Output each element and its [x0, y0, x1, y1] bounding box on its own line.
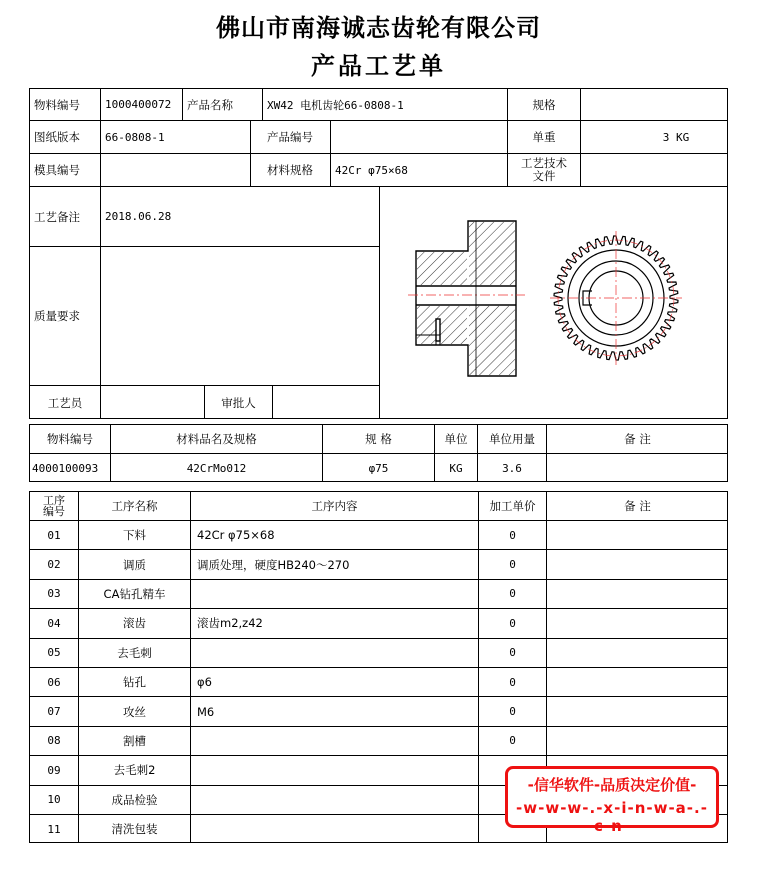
op-no: 08: [47, 734, 61, 748]
op-content: [191, 815, 478, 843]
op-content: [191, 727, 478, 755]
op-name: 攻丝: [123, 704, 146, 719]
watermark-line2: -w-w-w-.-x-i-n-w-a-.-c-n-: [516, 799, 708, 835]
op-remark: [547, 668, 728, 696]
op-content: [191, 639, 478, 667]
process-note-value: 2018.06.28: [105, 210, 172, 223]
mat-spec: φ75: [368, 461, 389, 475]
technician-value: [101, 386, 204, 419]
gear-side-section: [408, 221, 525, 376]
drawing-version-value: 66-0808-1: [105, 130, 165, 144]
op-no: 03: [47, 587, 61, 601]
mat-unit: KG: [449, 461, 463, 475]
op-price: 0: [509, 587, 516, 601]
quality-label: 质量要求: [34, 309, 80, 323]
op-price: 0: [509, 734, 516, 748]
mat-col-spec: 规 格: [365, 432, 392, 446]
op-no: 09: [47, 763, 61, 777]
ops-col-remark: 备 注: [624, 499, 651, 513]
op-content: [191, 756, 478, 784]
process-note-label: 工艺备注: [34, 209, 80, 224]
ops-col-price: 加工单价: [489, 499, 536, 513]
material-code-value: 1000400072: [105, 98, 172, 111]
op-name: 去毛刺: [117, 645, 152, 660]
op-remark: [547, 697, 728, 725]
product-name-label: 产品名称: [187, 97, 233, 112]
op-no: 01: [47, 528, 61, 542]
tech-doc-label: 工艺技术文件: [521, 156, 567, 183]
op-remark: [547, 550, 728, 578]
mat-name: 42CrMo012: [186, 461, 247, 475]
op-name: CA钻孔精车: [103, 586, 166, 601]
op-content: 42Cr φ75×68: [197, 528, 275, 543]
op-no: 02: [47, 558, 61, 572]
watermark-line1: -信华软件-品质决定价值-: [527, 776, 697, 794]
op-content: [191, 786, 478, 814]
approver-label: 审批人: [221, 395, 256, 410]
mat-qty: 3.6: [502, 461, 522, 475]
op-content: [191, 580, 478, 608]
op-no: 11: [47, 822, 61, 836]
gear-front-view: [550, 231, 682, 365]
mat-col-qty: 单位用量: [489, 432, 535, 446]
mat-col-remark: 备 注: [624, 432, 651, 446]
op-remark: [547, 580, 728, 608]
op-remark: [547, 727, 728, 755]
op-no: 10: [47, 793, 61, 807]
op-no: 07: [47, 705, 61, 719]
ops-col-name: 工序名称: [111, 499, 158, 513]
material-code-label: 物料编号: [34, 97, 80, 112]
mold-no-value: [101, 154, 250, 186]
unit-weight-label: 单重: [532, 130, 556, 144]
op-name: 钻孔: [123, 675, 146, 690]
ops-col-content: 工序内容: [311, 499, 358, 513]
op-no: 04: [47, 616, 61, 630]
mat-remark: [547, 454, 728, 482]
op-content: M6: [197, 704, 215, 719]
op-no: 05: [47, 646, 61, 660]
op-name: 下料: [123, 528, 146, 543]
op-no: 06: [47, 675, 61, 689]
op-price: 0: [509, 705, 516, 719]
company-name: 佛山市南海诚志齿轮有限公司: [216, 13, 541, 42]
op-price: 0: [509, 558, 516, 572]
op-name: 滚齿: [123, 616, 146, 631]
watermark-stamp: [505, 766, 719, 835]
mat-code: 4000100093: [32, 461, 99, 475]
document-title: 产品工艺单: [311, 51, 446, 80]
unit-weight-value: 3 KG: [662, 130, 690, 144]
op-name: 调质: [123, 557, 146, 572]
op-remark: [547, 639, 728, 667]
ops-col-no: 工序编号: [43, 494, 65, 518]
op-price: 0: [509, 675, 516, 689]
mat-col-code: 物料编号: [47, 432, 93, 446]
op-content: 滚齿m2,z42: [197, 616, 263, 631]
op-remark: [547, 521, 728, 549]
approver-value: [273, 386, 379, 419]
material-spec-value: 42Cr φ75×68: [335, 163, 408, 177]
op-name: 割槽: [123, 733, 146, 748]
op-price: 0: [509, 646, 516, 660]
spec-label: 规格: [532, 97, 556, 112]
op-price: 0: [509, 616, 516, 630]
op-name: 去毛刺2: [113, 763, 156, 778]
product-name-value: XW42 电机齿轮66-0808-1: [267, 98, 404, 112]
gear-drawing: [380, 187, 727, 418]
op-price: 0: [509, 528, 516, 542]
quality-value: [101, 247, 379, 385]
spec-value: [581, 89, 727, 120]
op-name: 成品检验: [111, 792, 158, 807]
op-remark: [547, 609, 728, 637]
tech-doc-value: [581, 154, 727, 186]
op-content: 调质处理，硬度HB240～270: [197, 557, 350, 572]
drawing-version-label: 图纸版本: [34, 130, 80, 144]
mold-no-label: 模具编号: [34, 163, 80, 177]
technician-label: 工艺员: [47, 395, 83, 410]
material-spec-label: 材料规格: [267, 163, 313, 177]
product-no-label: 产品编号: [267, 130, 313, 144]
op-name: 清洗包装: [111, 822, 158, 837]
op-content: φ6: [197, 675, 212, 690]
product-no-value: [331, 121, 507, 153]
mat-col-unit: 单位: [444, 432, 468, 446]
mat-col-name: 材料品名及规格: [176, 432, 257, 446]
